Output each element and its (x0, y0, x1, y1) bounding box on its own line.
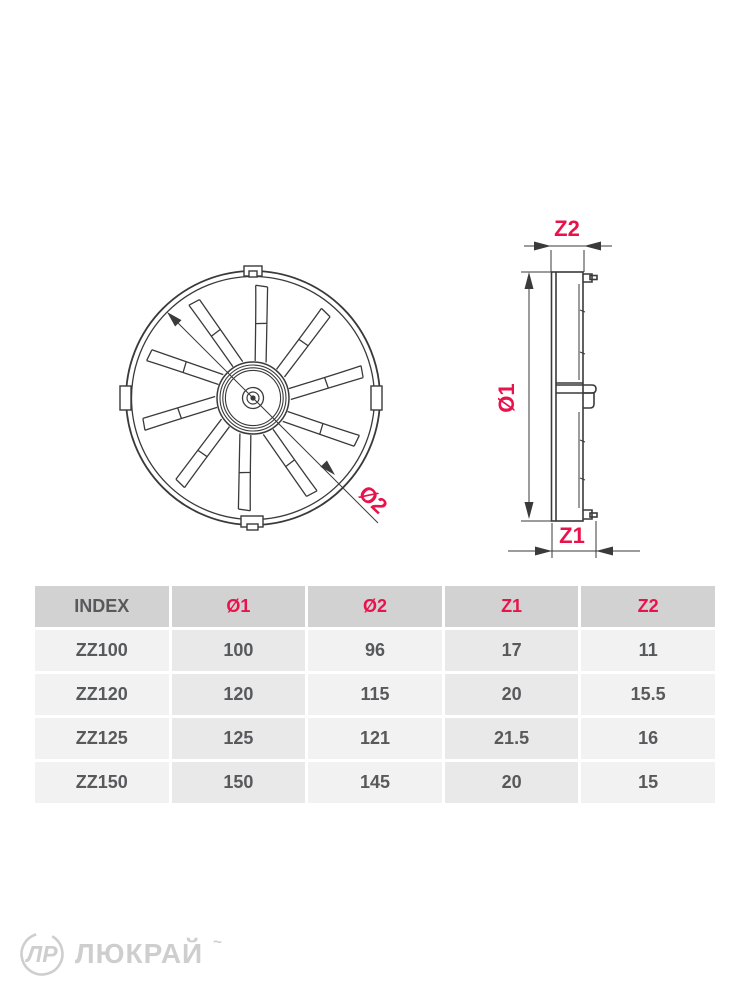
brand-logo-text: ЛЮКРАЙ (75, 938, 204, 969)
dim-arrow (535, 547, 552, 556)
dimension-z2 (524, 216, 612, 272)
cell-d1: 100 (172, 630, 306, 671)
rim-tab-right (371, 386, 382, 410)
cell-index: ZZ120 (35, 674, 169, 715)
cell-d2: 115 (308, 674, 442, 715)
table-row (35, 674, 715, 715)
side-body (552, 272, 598, 521)
rim-tab-left (120, 386, 131, 410)
cell-z1: 20 (445, 762, 579, 803)
dimension-z1 (508, 521, 640, 558)
col-header-index: INDEX (35, 586, 169, 627)
col-header-z2: Z2 (581, 586, 715, 627)
cell-z2: 16 (581, 718, 715, 759)
cell-d1: 150 (172, 762, 306, 803)
cell-z1: 20 (445, 674, 579, 715)
cell-z1: 17 (445, 630, 579, 671)
cell-d1: 125 (172, 718, 306, 759)
dimension-d1 (494, 272, 560, 521)
spec-table (32, 583, 718, 806)
dim-arrow (584, 242, 601, 251)
brand-logo (18, 930, 222, 978)
front-view (120, 266, 392, 530)
col-header-d1: Ø1 (172, 586, 306, 627)
rim-tab-top-notch (249, 271, 257, 277)
cell-d1: 120 (172, 674, 306, 715)
brand-trademark-icon: ~ (213, 934, 222, 951)
col-header-z1: Z1 (445, 586, 579, 627)
table-header-row (35, 586, 715, 627)
cell-z2: 15 (581, 762, 715, 803)
table-row (35, 630, 715, 671)
label-d2: Ø2 (353, 480, 393, 519)
cell-index: ZZ125 (35, 718, 169, 759)
dim-arrow (525, 272, 534, 289)
table-row (35, 718, 715, 759)
cell-z1: 21.5 (445, 718, 579, 759)
cell-d2: 96 (308, 630, 442, 671)
cell-index: ZZ100 (35, 630, 169, 671)
brand-logo-icon (18, 930, 66, 978)
dim-arrow (534, 242, 551, 251)
col-header-d2: Ø2 (308, 586, 442, 627)
dim-arrow (596, 547, 613, 556)
cell-z2: 15.5 (581, 674, 715, 715)
label-d1: Ø1 (494, 383, 519, 413)
label-z1: Z1 (559, 523, 585, 548)
cell-d2: 121 (308, 718, 442, 759)
cell-d2: 145 (308, 762, 442, 803)
dim-arrow (525, 502, 534, 519)
side-view (494, 216, 640, 558)
brand-monogram: ЛР (26, 941, 58, 967)
cell-index: ZZ150 (35, 762, 169, 803)
table-row (35, 762, 715, 803)
label-z2: Z2 (554, 216, 580, 241)
rim-tab-bottom-notch (247, 524, 258, 530)
cell-z2: 11 (581, 630, 715, 671)
